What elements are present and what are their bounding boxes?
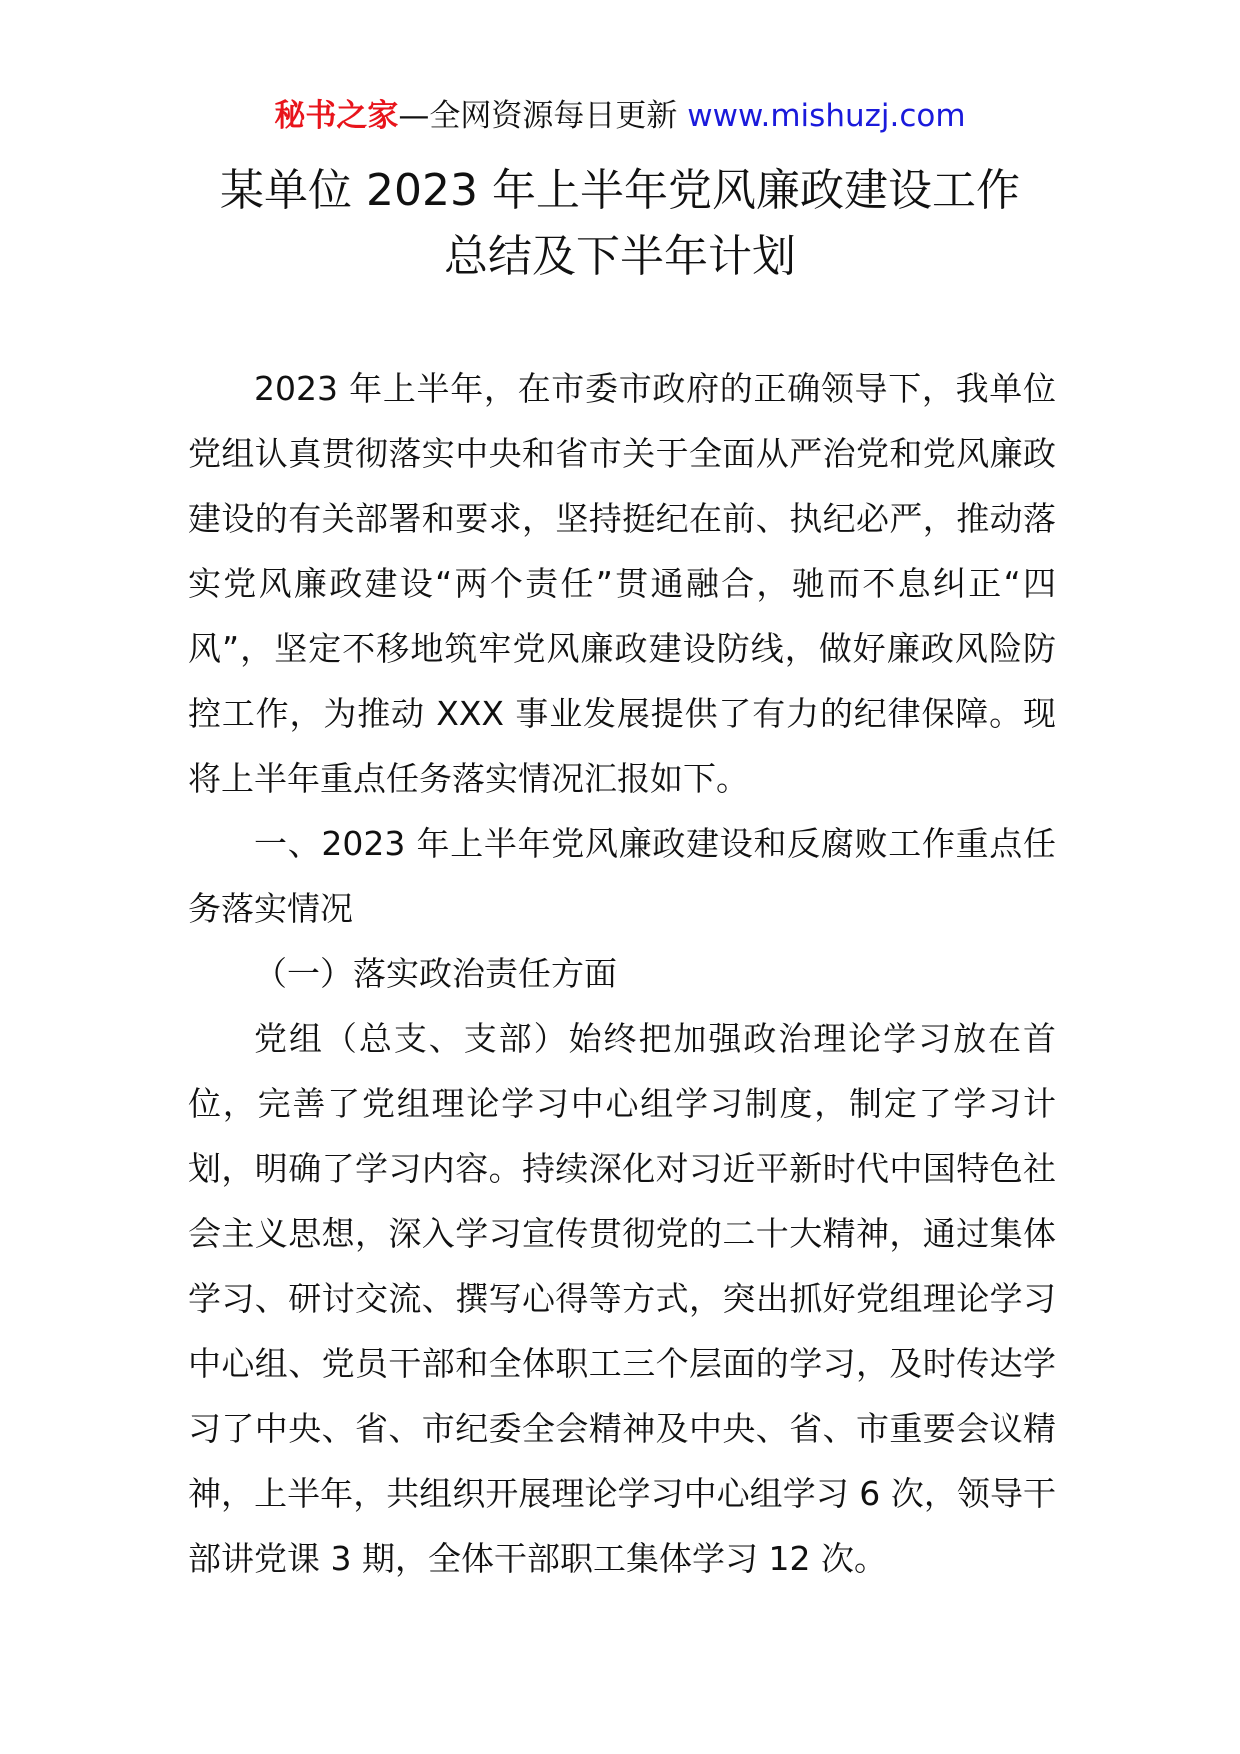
document-body xyxy=(188,356,1056,1591)
subsection-heading-1: （一）落实政治责任方面 xyxy=(254,954,617,993)
intro-paragraph: 2023 年上半年，在市委市政府的正确领导下，我单位党组认真贯彻落实中央和省市关于全面从严治党和党风廉政建设的有关部署和要求，坚持挺纪在前、执纪必严，推动落实党风廉政建设“两个责任”贯通融合，驰而不息纠正“四风”，坚定不移地筑牢党风廉政建设防线，做好廉政风险防控工作，为推动 XXX 事业发展提供了有力的纪律保障。现将上半年重点任务落实情况汇报如下。 xyxy=(188,369,1056,798)
document-title xyxy=(0,158,1240,290)
site-header xyxy=(0,96,1240,136)
section-heading-1: 一、2023 年上半年党风廉政建设和反腐败工作重点任务落实情况 xyxy=(188,824,1056,928)
body-paragraph: 党组（总支、支部）始终把加强政治理论学习放在首位，完善了党组理论学习中心组学习制度，制定了学习计划，明确了学习内容。持续深化对习近平新时代中国特色社会主义思想，深入学习宣传贯彻党的二十大精神，通过集体学习、研讨交流、撰写心得等方式，突出抓好党组理论学习中心组、党员干部和全体职工三个层面的学习，及时传达学习了中央、省、市纪委全会精神及中央、省、市重要会议精神，上半年，共组织开展理论学习中心组学习 6 次，领导干部讲党课 3 期，全体干部职工集体学习 12 次。 xyxy=(188,1019,1056,1578)
site-url-link[interactable]: www.mishuzj.com xyxy=(687,98,966,134)
site-brand: 秘书之家 xyxy=(274,98,399,134)
title-line-2: 总结及下半年计划 xyxy=(444,231,796,282)
site-tagline: —全网资源每日更新 xyxy=(398,98,678,134)
title-line-1: 某单位 2023 年上半年党风廉政建设工作 xyxy=(220,165,1020,216)
